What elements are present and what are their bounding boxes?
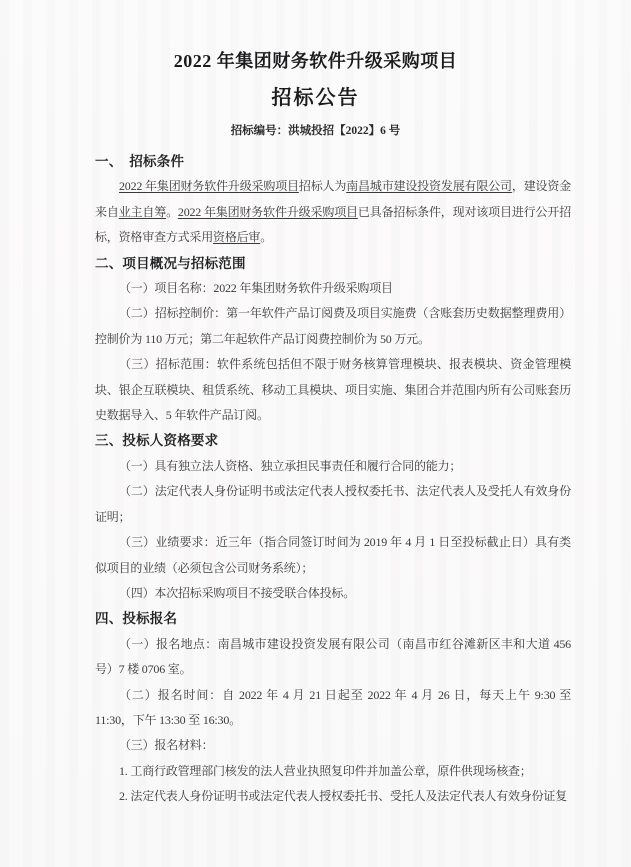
paragraph-project-name: （一）项目名称：2022 年集团财务软件升级采购项目 [119, 281, 393, 296]
paragraph-registration-location: （一）报名地点：南昌城市建设投资发展有限公司（南昌市红谷滩新区丰和大道 456 号）7 楼 0706 室。 [95, 636, 571, 677]
tender-number: 招标编号：洪城投招【2022】6 号 [230, 125, 401, 137]
paragraph-registration-time: （二）报名时间：自 2022 年 4 月 21 日起至 2022 年 4 月 26 日，每天上午 9:30 至 11:30，下午 13:30 至 16:30。 [95, 687, 571, 727]
paragraph-qualification-4: （四）本次招标采购项目不接受联合体投标。 [119, 585, 356, 600]
doc-subtitle: 招标公告 [271, 87, 360, 109]
paragraph-material-item-2: 2. 法定代表人身份证明书或法定代表人授权委托书、受托人及法定代表人有效身份证复 [119, 789, 568, 804]
doc-title: 2022 年集团财务软件升级采购项目 [173, 51, 458, 71]
paragraph-material-item-1: 1. 工商行政管理部门核发的法人营业执照复印件并加盖公章，原件供现场核查； [119, 763, 532, 778]
paragraph-bidding-scope: （三）招标范围：软件系统包括但不限于财务核算管理模块、报表模块、资金管理模块、银企互联模块、租赁系统、移动工具模块、项目实施、集团合并范围内所有公司账套历史数据导入、5 年软件产品订阅。 [95, 357, 571, 423]
paragraph-bidding-conditions: 2022 年集团财务软件升级采购项目招标人为南昌城市建设投资发展有限公司，建设资金来自业主自筹。2022 年集团财务软件升级采购项目已具备招标条件，现对该项目进行公开招标，资格审查方式采用资格后审。 [95, 179, 572, 245]
paragraph-qualification-3: （三）业绩要求：近三年（指合同签订时间为 2019 年 4 月 1 日至投标截止日）具有类似项目的业绩（必须包含公司财务系统）； [95, 535, 571, 575]
section-heading-bidder-qualifications: 三、投标人资格要求 [95, 433, 219, 449]
section-heading-project-overview: 二、项目概况与招标范围 [95, 255, 246, 271]
document-body [0, 141, 631, 810]
paragraph-qualification-1: （一）具有独立法人资格、独立承担民事责任和履行合同的能力； [119, 458, 462, 473]
paragraph-control-price: （二）招标控制价：第一年软件产品订阅费及项目实施费（含账套历史数据整理费用）控制价为 110 万元；第二年起软件产品订阅费控制价为 50 万元。 [95, 306, 571, 346]
section-heading-bid-registration: 四、投标报名 [95, 611, 178, 627]
paragraph-registration-materials: （三）报名材料： [119, 738, 214, 753]
paragraph-qualification-2: （二）法定代表人身份证明书或法定代表人授权委托书、法定代表人及受托人有效身份证明； [95, 484, 571, 524]
section-heading-bidding-conditions: 一、 招标条件 [95, 154, 185, 169]
